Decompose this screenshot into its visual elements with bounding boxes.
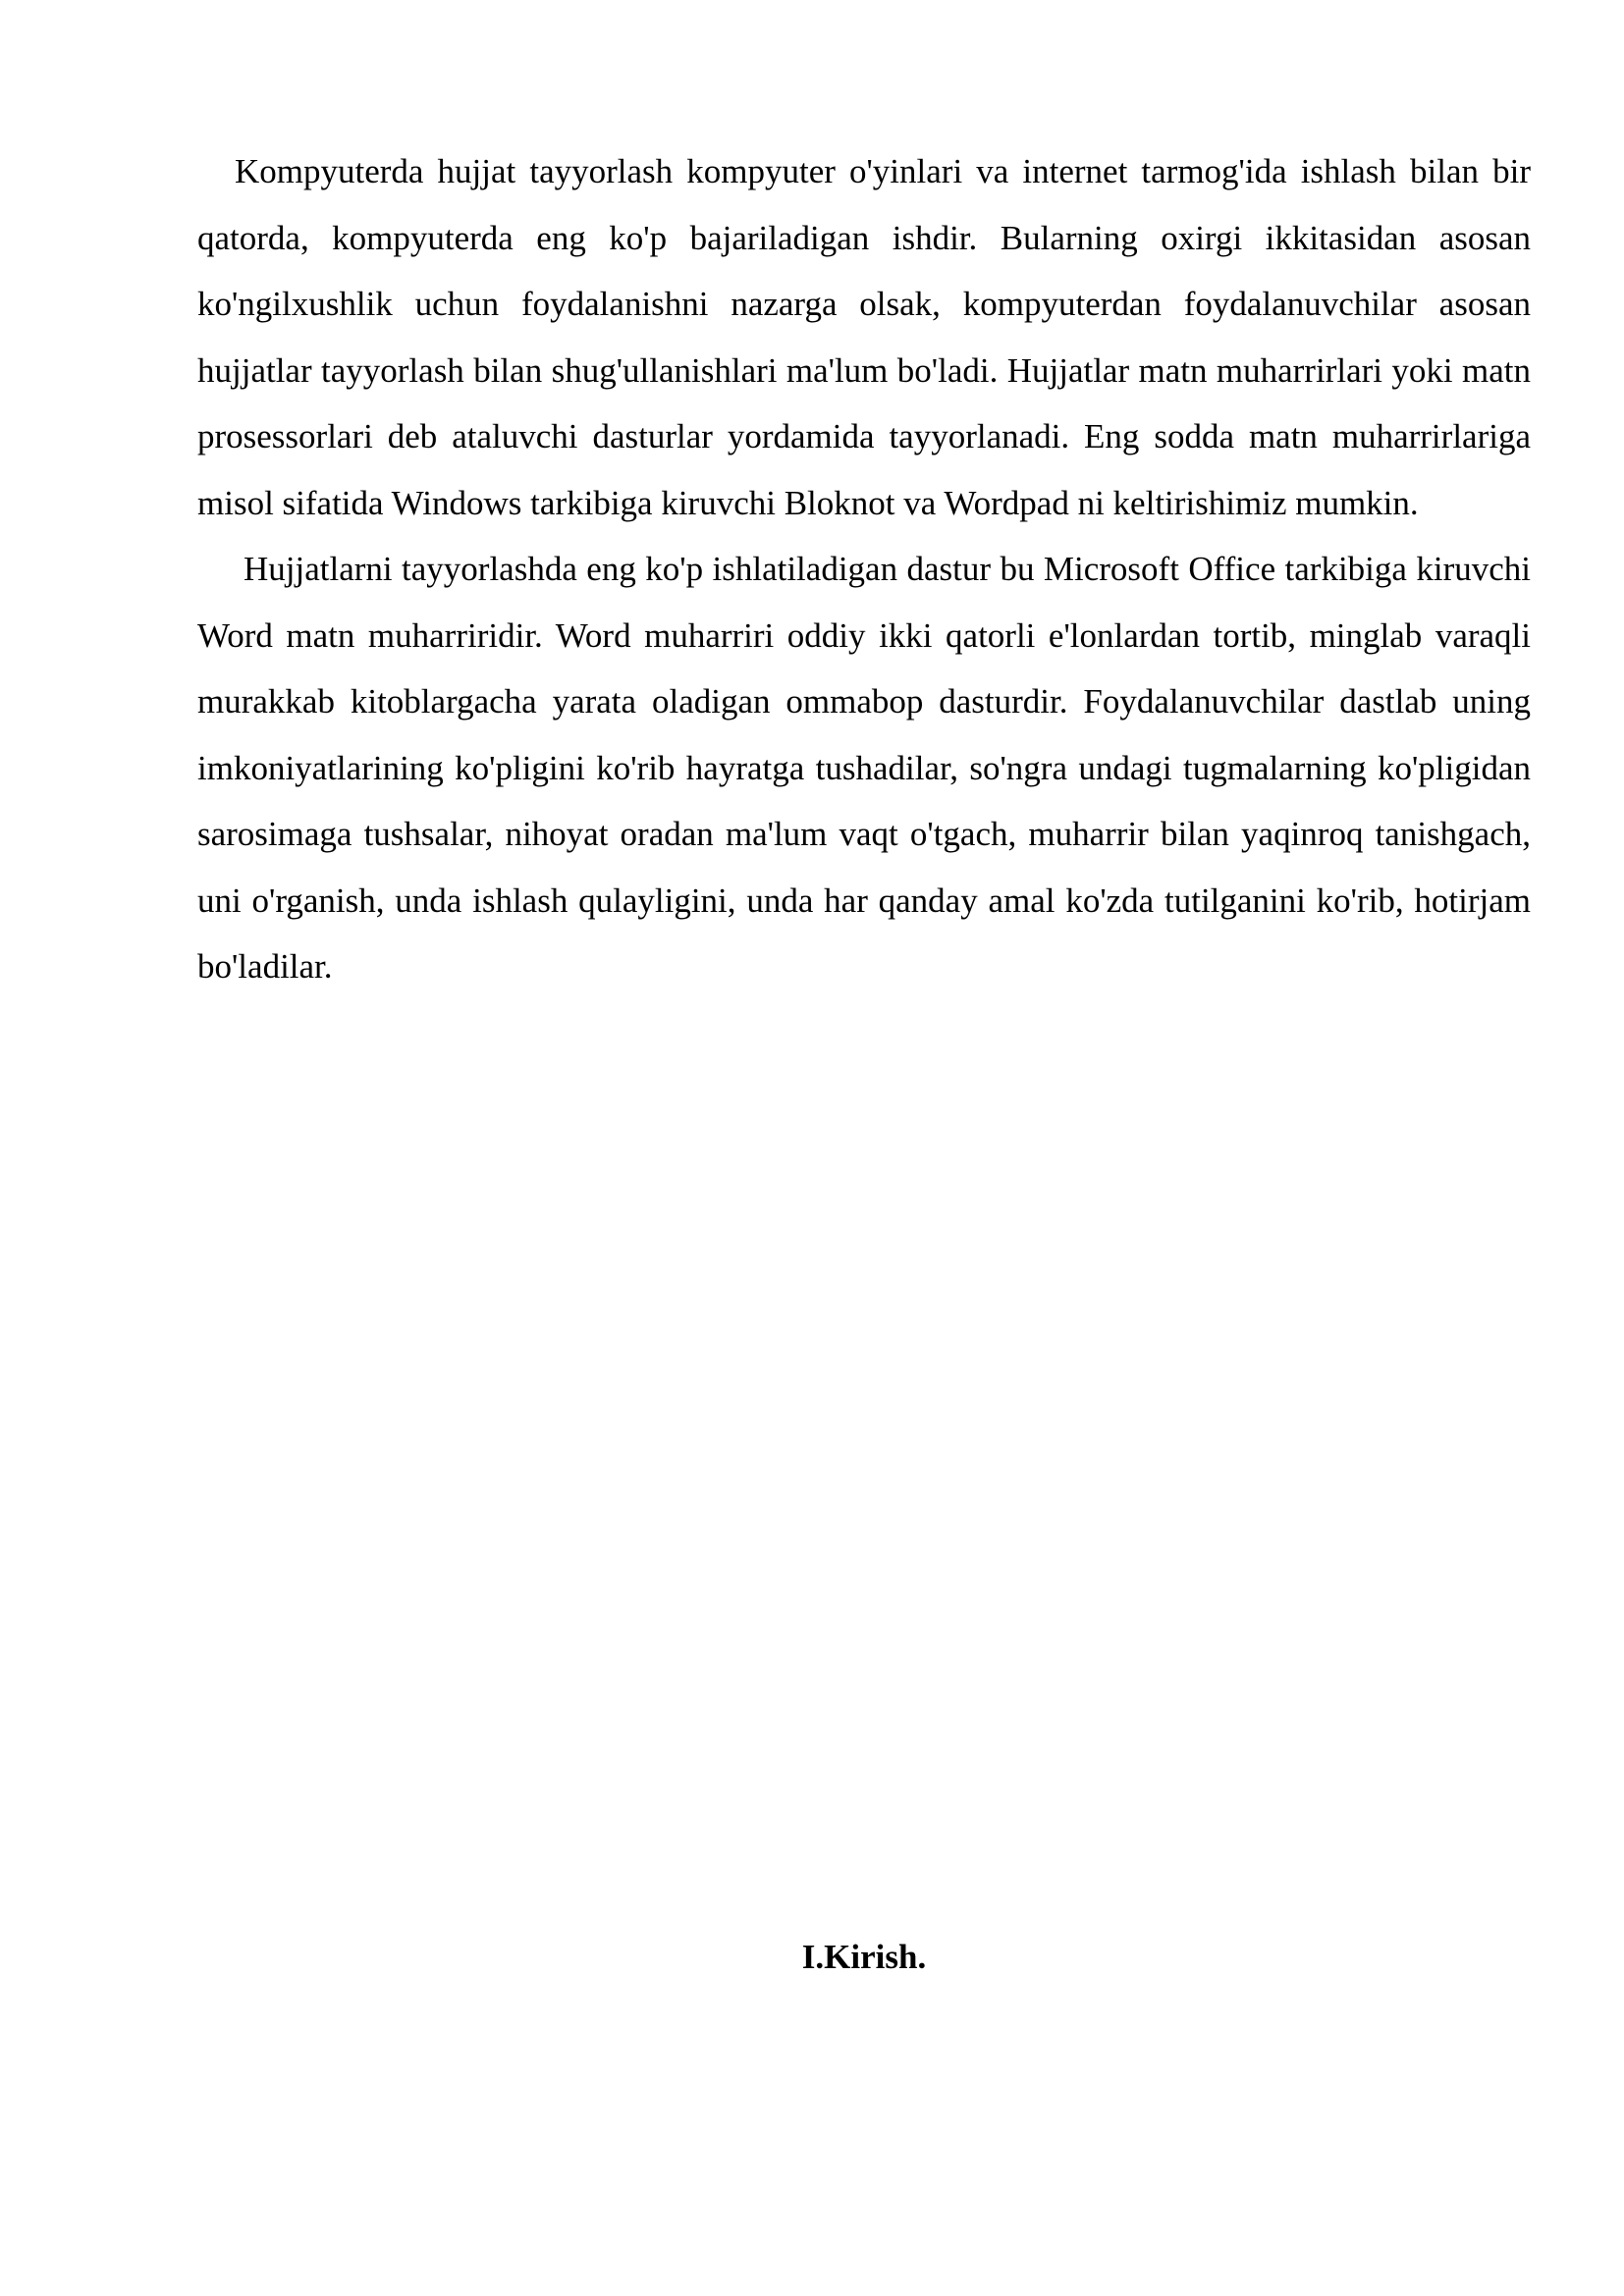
paragraph-intro: Kompyuterda hujjat tayyorlash kompyuter o'yinlari va internet tarmog'ida ishlash bilan bir qatorda, kompyuterda eng ko'p bajariladigan ishdir. Bularning oxirgi ikkitasidan asosan ko'ngilxushlik uchun foydalanishni nazarga olsak, kompyuterdan foydalanuvchilar asosan hujjatlar tayyorlash bilan shug'ullanishlari ma'lum bo'ladi. Hujjatlar matn muharrirlari yoki matn prosessorlari deb ataluvchi dasturlar yordamida tayyorlanadi. Eng sodda matn muharrirlariga misol sifatida Windows tarkibiga kiruvchi Bloknot va Wordpad ni keltirishimiz mumkin. bbox=[197, 152, 1531, 522]
document-body bbox=[197, 138, 1531, 1000]
paragraph-word-editor: Hujjatlarni tayyorlashda eng ko'p ishlatiladigan dastur bu Microsoft Office tarkibiga kiruvchi Word matn muharriridir. Word muharriri oddiy ikki qatorli e'lonlardan tortib, minglab varaqli murakkab kitoblargacha yarata oladigan ommabop dasturdir. Foydalanuvchilar dastlab uning imkoniyatlarining ko'pligini ko'rib hayratga tushadilar, so'ngra undagi tugmalarning ko'pligidan sarosimaga tushsalar, nihoyat oradan ma'lum vaqt o'tgach, muharrir bilan yaqinroq tanishgach, uni o'rganish, unda ishlash qulayligini, unda har qanday amal ko'zda tutilganini ko'rib, hotirjam bo'ladilar. bbox=[197, 550, 1531, 986]
section-heading: I.Kirish. bbox=[801, 1938, 927, 1976]
